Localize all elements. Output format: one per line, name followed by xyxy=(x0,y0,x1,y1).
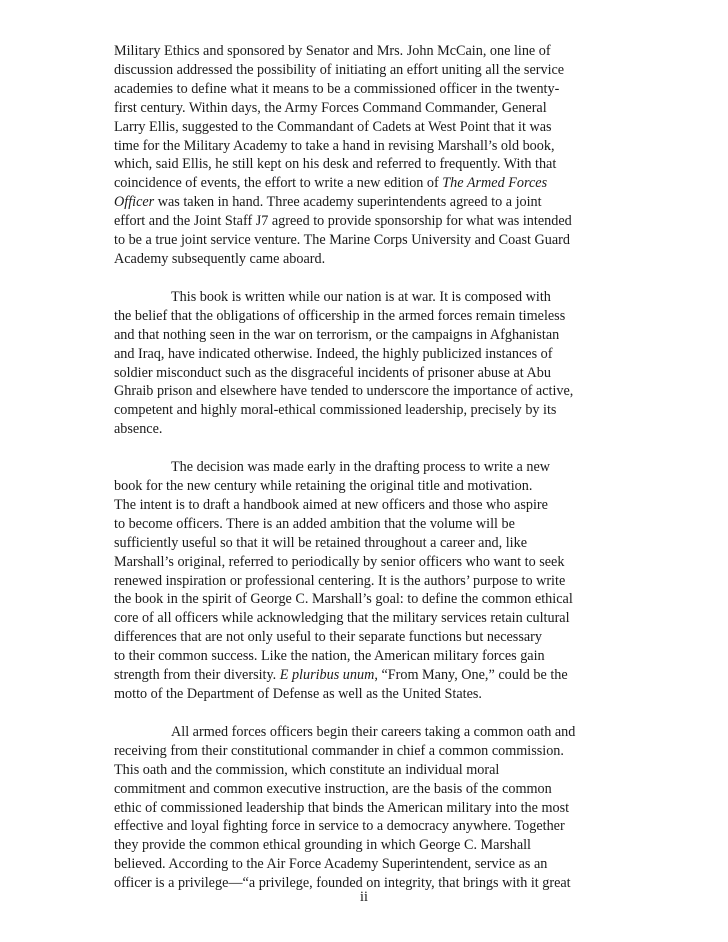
text-line xyxy=(114,553,619,572)
text-run: strength from their diversity. xyxy=(114,667,280,684)
text-run: core of all officers while acknowledging that the military services retain cultural xyxy=(114,610,570,627)
text-line xyxy=(114,836,619,855)
paragraph-gap xyxy=(114,269,619,288)
text-run: Academy subsequently came aboard. xyxy=(114,250,326,267)
text-line xyxy=(114,61,619,80)
text-line xyxy=(114,572,619,591)
text-line xyxy=(114,477,619,496)
text-line xyxy=(114,137,619,156)
text-line xyxy=(114,742,619,761)
text-run: Ghraib prison and elsewhere have tended to underscore the importance of active, xyxy=(114,383,574,400)
text-run: to become officers. There is an added ambition that the volume will be xyxy=(114,515,515,532)
text-run: discussion addressed the possibility of initiating an effort uniting all the service xyxy=(114,61,565,78)
text-line xyxy=(114,99,619,118)
text-run: receiving from their constitutional commander in chief a common commission. xyxy=(114,742,564,759)
text-line xyxy=(114,193,619,212)
text-run: soldier misconduct such as the disgraceful incidents of prisoner abuse at Abu xyxy=(114,364,551,381)
text-line xyxy=(114,326,619,345)
text-run: first century. Within days, the Army Forces Command Commander, General xyxy=(114,99,547,116)
text-run: This oath and the commission, which constitute an individual moral xyxy=(114,761,500,778)
text-line xyxy=(114,799,619,818)
text-line xyxy=(114,174,619,193)
text-line xyxy=(114,628,619,647)
text-run: academies to define what it means to be a commissioned officer in the twenty- xyxy=(114,80,560,97)
italic-text: The Armed Forces xyxy=(442,175,548,192)
italic-text: E pluribus unum xyxy=(279,667,375,684)
text-run: ethic of commissioned leadership that binds the American military into the most xyxy=(114,799,570,816)
text-run: This book is written while our nation is at war. It is composed with xyxy=(171,288,551,305)
body-text xyxy=(114,42,619,893)
text-run: effort and the Joint Staff J7 agreed to provide sponsorship for what was intended xyxy=(114,213,572,230)
text-run: and that nothing seen in the war on terrorism, or the campaigns in Afghanistan xyxy=(114,326,560,343)
text-run: competent and highly moral-ethical commissioned leadership, precisely by its xyxy=(114,402,557,419)
text-line xyxy=(114,212,619,231)
text-run: which, said Ellis, he still kept on his desk and referred to frequently. With that xyxy=(114,156,557,173)
paragraph-gap xyxy=(114,704,619,723)
text-line xyxy=(114,496,619,515)
text-run: absence. xyxy=(114,421,163,438)
italic-text: Officer xyxy=(114,194,155,211)
text-line xyxy=(114,231,619,250)
text-run: The decision was made early in the drafting process to write a new xyxy=(171,459,550,476)
text-run: sufficiently useful so that it will be retained throughout a career and, like xyxy=(114,534,528,551)
text-line xyxy=(114,817,619,836)
text-run: effective and loyal fighting force in service to a democracy anywhere. Together xyxy=(114,818,565,835)
text-run: the book in the spirit of George C. Marshall’s goal: to define the common ethical xyxy=(114,591,573,608)
paragraph xyxy=(114,458,619,704)
paragraph xyxy=(114,723,619,893)
text-run: renewed inspiration or professional centering. It is the authors’ purpose to write xyxy=(114,572,566,589)
text-line xyxy=(114,780,619,799)
paragraph xyxy=(114,288,619,439)
text-line xyxy=(114,80,619,99)
text-line xyxy=(114,609,619,628)
text-line xyxy=(114,118,619,137)
text-line xyxy=(114,515,619,534)
text-line xyxy=(114,685,619,704)
text-run: motto of the Department of Defense as well as the United States. xyxy=(114,686,482,702)
text-run: commitment and common executive instruction, are the basis of the common xyxy=(114,780,552,797)
paragraph-gap xyxy=(114,439,619,458)
text-line xyxy=(114,666,619,685)
text-line xyxy=(114,345,619,364)
text-run: and Iraq, have indicated otherwise. Indeed, the highly publicized instances of xyxy=(114,345,553,362)
text-run: officer is a privilege—“a privilege, founded on integrity, that brings with it great xyxy=(114,875,571,892)
text-line xyxy=(114,761,619,780)
text-run: coincidence of events, the effort to write a new edition of xyxy=(114,175,443,192)
text-line xyxy=(114,364,619,383)
text-line xyxy=(114,420,619,439)
text-line xyxy=(114,647,619,666)
text-line xyxy=(114,288,619,307)
text-run: Larry Ellis, suggested to the Commandant of Cadets at West Point that it was xyxy=(114,118,552,135)
text-run: they provide the common ethical grounding in which George C. Marshall xyxy=(114,837,531,854)
text-run: All armed forces officers begin their careers taking a common oath and xyxy=(171,723,576,740)
text-run: Military Ethics and sponsored by Senator and Mrs. John McCain, one line of xyxy=(114,43,551,59)
text-line xyxy=(114,42,619,61)
text-line xyxy=(114,458,619,477)
text-line xyxy=(114,534,619,553)
text-run: Marshall’s original, referred to periodically by senior officers who want to seek xyxy=(114,553,565,570)
text-run: differences that are not only useful to their separate functions but necessary xyxy=(114,629,542,646)
text-line xyxy=(114,590,619,609)
paragraph xyxy=(114,42,619,269)
text-line xyxy=(114,723,619,742)
text-run: to their common success. Like the nation, the American military forces gain xyxy=(114,648,545,665)
text-run: time for the Military Academy to take a hand in revising Marshall’s old book, xyxy=(114,137,555,154)
text-line xyxy=(114,307,619,326)
text-run: book for the new century while retaining the original title and motivation. xyxy=(114,478,533,495)
text-line xyxy=(114,250,619,269)
text-line xyxy=(114,401,619,420)
text-line xyxy=(114,855,619,874)
page-number: ii xyxy=(360,889,368,905)
text-run: believed. According to the Air Force Academy Superintendent, service as an xyxy=(114,856,548,873)
text-line xyxy=(114,382,619,401)
text-run: , “From Many, One,” could be the xyxy=(374,667,568,684)
text-run: The intent is to draft a handbook aimed at new officers and those who aspire xyxy=(114,496,548,513)
text-run: the belief that the obligations of officership in the armed forces remain timeless xyxy=(114,307,566,324)
text-line xyxy=(114,155,619,174)
text-run: to be a true joint service venture. The Marine Corps University and Coast Guard xyxy=(114,232,570,249)
text-run: was taken in hand. Three academy superintendents agreed to a joint xyxy=(154,194,542,211)
